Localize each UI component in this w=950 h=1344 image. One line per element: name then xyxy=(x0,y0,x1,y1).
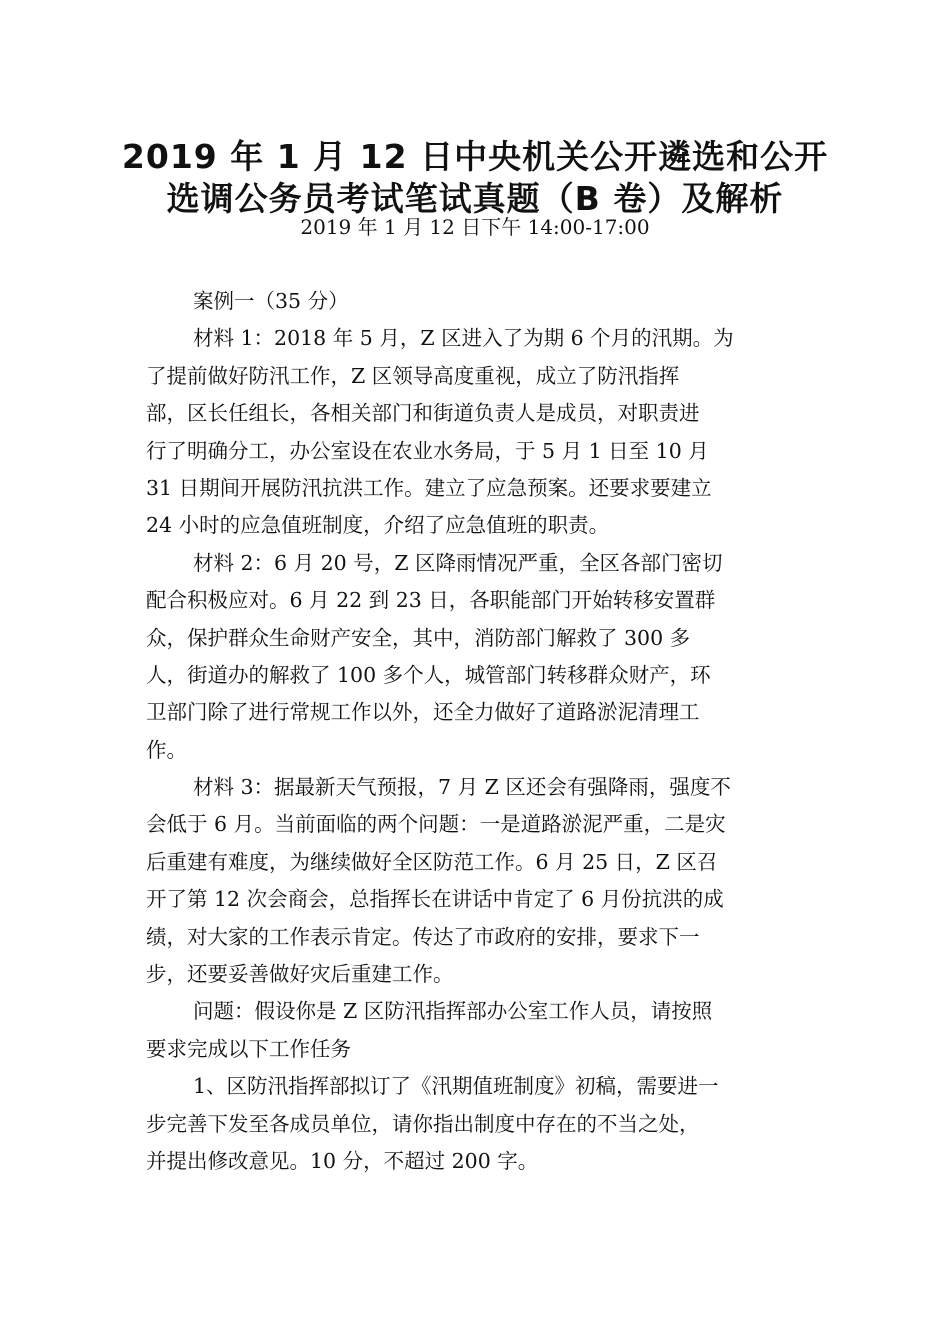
paragraph-line: 24 小时的应急值班制度，介绍了应急值班的职责。 xyxy=(146,513,610,538)
title-line-2: 选调公务员考试笔试真题（B 卷）及解析 xyxy=(166,179,784,218)
paragraph-line: 材料 1：2018 年 5 月，Z 区进入了为期 6 个月的汛期。为 xyxy=(193,326,734,351)
paragraph-line: 作。 xyxy=(146,737,187,762)
paragraph-line: 后重建有难度，为继续做好全区防范工作。6 月 25 日，Z 区召 xyxy=(146,849,718,874)
paragraph-line: 绩，对大家的工作表示肯定。传达了市政府的安排，要求下一 xyxy=(146,924,700,949)
paragraph-line: 开了第 12 次会商会，总指挥长在讲话中肯定了 6 月份抗洪的成 xyxy=(146,887,724,912)
paragraph-line: 众，保护群众生命财产安全，其中，消防部门解救了 300 多 xyxy=(146,625,691,650)
paragraph-line: 材料 2：6 月 20 号，Z 区降雨情况严重，全区各部门密切 xyxy=(193,550,723,575)
paragraph-line: 行了明确分工，办公室设在农业水务局，于 5 月 1 日至 10 月 xyxy=(146,438,709,463)
paragraph-line: 材料 3：据最新天气预报，7 月 Z 区还会有强降雨，强度不 xyxy=(193,775,731,800)
document-title xyxy=(120,136,830,220)
paragraph-line: 步，还要妥善做好灾后重建工作。 xyxy=(146,962,454,987)
paragraph-line: 了提前做好防汛工作，Z 区领导高度重视，成立了防汛指挥 xyxy=(146,363,680,388)
task-line: 步完善下发至各成员单位，请你指出制度中存在的不当之处， xyxy=(146,1111,700,1136)
exam-time-subtitle: 2019 年 1 月 12 日下午 14:00-17:00 xyxy=(300,215,650,239)
document-body xyxy=(146,283,816,1180)
task-line: 1、区防汛指挥部拟订了《汛期值班制度》初稿，需要进一 xyxy=(193,1074,719,1099)
question-line: 问题：假设你是 Z 区防汛指挥部办公室工作人员，请按照 xyxy=(193,999,713,1024)
section-heading-case-1: 案例一（35 分） xyxy=(193,289,349,313)
paragraph-line: 人，街道办的解救了 100 多个人，城管部门转移群众财产，环 xyxy=(146,662,711,687)
task-line: 并提出修改意见。10 分，不超过 200 字。 xyxy=(146,1148,539,1173)
paragraph-line: 31 日期间开展防汛抗洪工作。建立了应急预案。还要求要建立 xyxy=(146,475,712,500)
question-line: 要求完成以下工作任务 xyxy=(146,1036,351,1061)
paragraph-line: 卫部门除了进行常规工作以外，还全力做好了道路淤泥清理工 xyxy=(146,700,700,725)
paragraph-line: 会低于 6 月。当前面临的两个问题：一是道路淤泥严重，二是灾 xyxy=(146,812,726,837)
paragraph-line: 配合积极应对。6 月 22 到 23 日，各职能部门开始转移安置群 xyxy=(146,588,716,613)
paragraph-line: 部，区长任组长，各相关部门和街道负责人是成员，对职责进 xyxy=(146,401,700,426)
title-line-1: 2019 年 1 月 12 日中央机关公开遴选和公开 xyxy=(121,137,829,176)
